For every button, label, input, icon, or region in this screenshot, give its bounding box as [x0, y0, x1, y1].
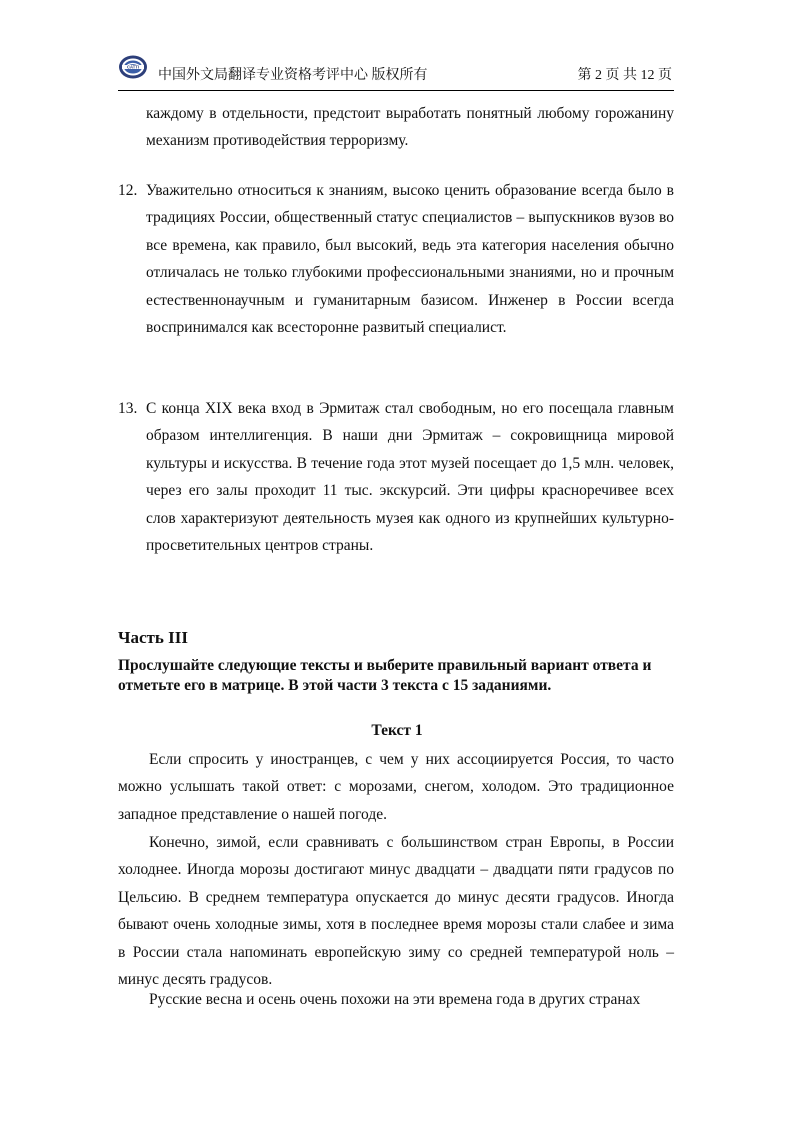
- logo-text: CATTI: [126, 64, 140, 70]
- item-12-number: 12.: [118, 182, 138, 199]
- item-12-text: Уважительно относиться к знаниям, высоко ценить образование всегда было в традициях России, общественный статус специалистов – выпускников вузов во все времена, как правило, был высокий, ведь эта категория населения обычно отличалась не только глубокими профессиональными знаниями, но и прочным естественнонаучным и гуманитарным базисом. Инженер в России всегда воспринимался как всесторонне развитый специалист.: [146, 182, 674, 337]
- item-13-text: С конца XIX века вход в Эрмитаж стал свободным, но его посещала главным образом интеллигенция. В наши дни Эрмитаж – сокровищница мировой культуры и искусства. В течение года этот музей посещает до 1,5 млн. человек, через его залы проходит 11 тыс. экскурсий. Эти цифры красноречивее всех слов характеризуют деятельность музея как одного из крупнейших культурно-просветительных центров страны.: [146, 400, 674, 555]
- header-organization: 中国外文局翻译专业资格考评中心 版权所有: [158, 68, 428, 83]
- text-1-paragraph-2: Конечно, зимой, если сравнивать с большинством стран Европы, в России холоднее. Иногда морозы достигают минус двадцати – двадцати пяти градусов по Цельсию. В среднем температура опускается до минус десяти градусов. Иногда бывают очень холодные зимы, хотя в последнее время морозы стали слабее и зима в России стала напоминать европейскую зиму со средней температурой ноль – минус десять градусов.: [118, 834, 674, 989]
- page-header: [118, 52, 674, 92]
- part-instructions: Прослушайте следующие тексты и выберите правильный вариант ответа и отметьте его в матрице. В этой части 3 текста с 15 заданиями.: [118, 657, 652, 694]
- header-divider: [118, 90, 674, 91]
- part-title: Часть III: [118, 628, 188, 647]
- header-page-number: 第 2 页 共 12 页: [577, 68, 672, 83]
- text-1-paragraph-1: Если спросить у иностранцев, с чем у них ассоциируется Россия, то часто можно услышать такой ответ: с морозами, снегом, холодом. Это традиционное западное представление о нашей погоде.: [118, 751, 674, 823]
- text-1-paragraph-3: Русские весна и осень очень похожи на эти времена года в других странах: [149, 991, 641, 1008]
- item-13-number: 13.: [118, 400, 138, 417]
- continuation-paragraph: каждому в отдельности, предстоит выработать понятный любому горожанину механизм противодействия терроризму.: [146, 105, 674, 150]
- text-1-title: Текст 1: [371, 722, 423, 739]
- catti-logo-icon: [118, 54, 148, 80]
